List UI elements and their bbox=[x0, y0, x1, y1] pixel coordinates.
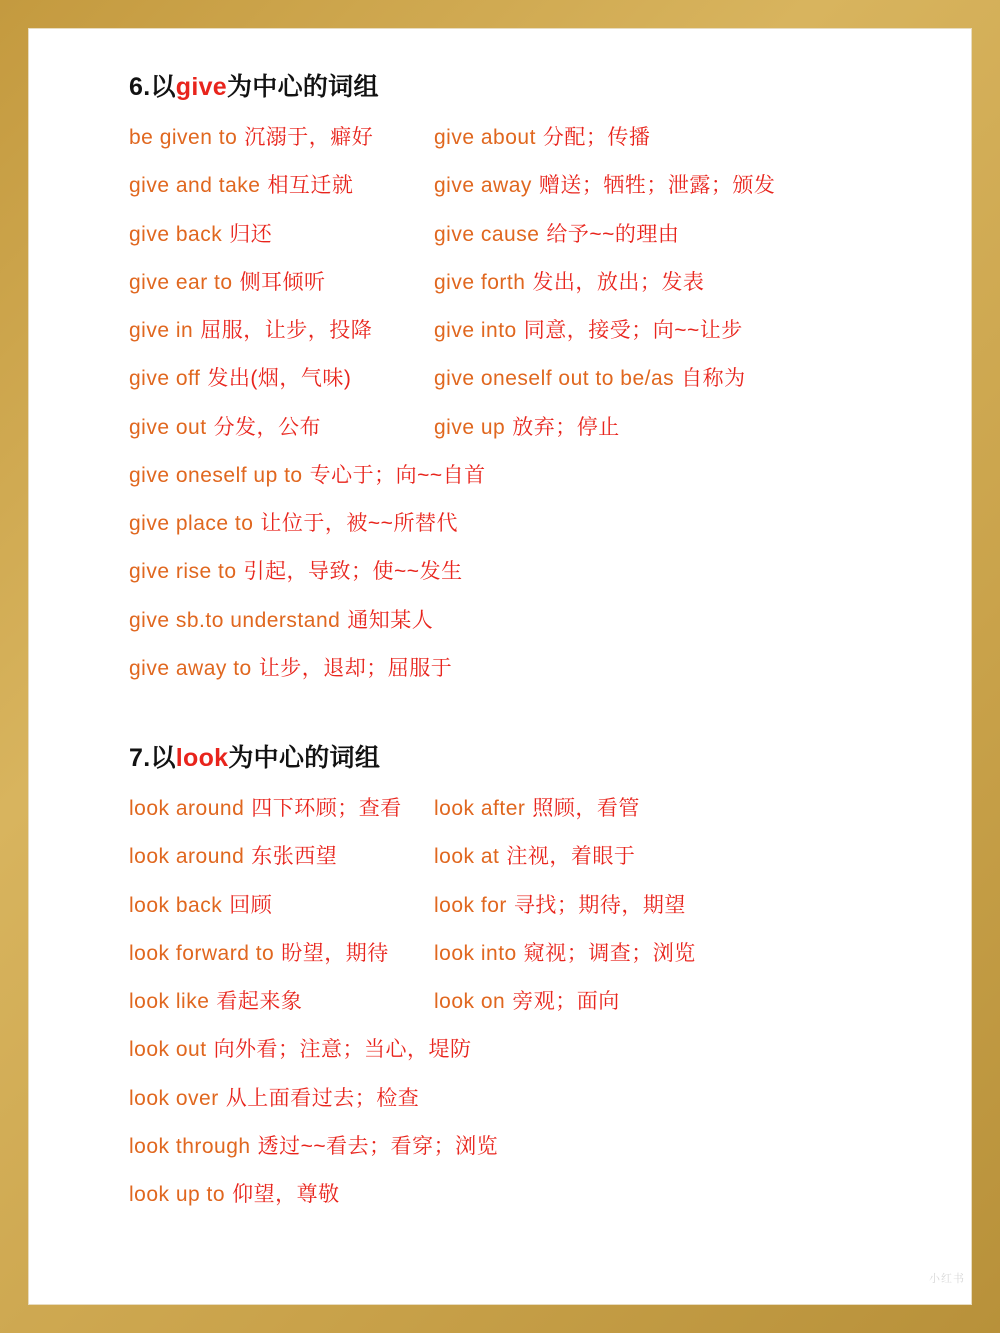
phrase-english: look after bbox=[434, 797, 526, 820]
phrase-chinese: 发出(烟，气味) bbox=[207, 367, 352, 391]
phrase-chinese: 放弃；停止 bbox=[512, 415, 620, 439]
phrase-row bbox=[129, 270, 931, 296]
phrase-english: give away to bbox=[129, 656, 252, 680]
phrase-chinese: 赠送；牺牲；泄露；颁发 bbox=[538, 174, 776, 198]
phrase-english: look for bbox=[434, 893, 507, 917]
phrase-english: give place to bbox=[129, 512, 254, 535]
section-title-prefix: 7.以 bbox=[129, 744, 176, 772]
phrase-chinese: 看起来象 bbox=[216, 990, 303, 1013]
phrase-row bbox=[129, 941, 931, 967]
phrase-entry bbox=[434, 989, 931, 1015]
phrase-chinese: 通知某人 bbox=[347, 608, 434, 632]
phrase-english: give up bbox=[434, 415, 506, 439]
document-page bbox=[28, 28, 972, 1305]
phrase-entry bbox=[129, 270, 434, 296]
phrase-entry bbox=[434, 125, 931, 151]
phrase-english: give off bbox=[129, 367, 201, 391]
section-title-look bbox=[129, 738, 931, 774]
phrase-chinese: 沉溺于，癖好 bbox=[244, 126, 374, 149]
phrase-entry bbox=[129, 1182, 931, 1208]
phrase-chinese: 盼望，期待 bbox=[281, 941, 389, 965]
phrase-english: give away bbox=[434, 174, 532, 198]
phrase-chinese: 侧耳倾听 bbox=[239, 270, 326, 294]
phrase-chinese: 归还 bbox=[229, 222, 273, 246]
phrase-row bbox=[129, 1086, 931, 1112]
document-content bbox=[129, 67, 931, 1294]
phrase-chinese: 让位于，被~~所替代 bbox=[260, 512, 458, 535]
phrase-entry bbox=[129, 796, 434, 822]
phrase-chinese: 自称为 bbox=[681, 367, 746, 391]
phrase-entry bbox=[129, 366, 434, 392]
phrase-chinese: 相互迁就 bbox=[267, 174, 354, 198]
phrase-english: look over bbox=[129, 1086, 219, 1110]
phrase-chinese: 旁观；面向 bbox=[512, 990, 620, 1013]
phrase-entry bbox=[434, 270, 931, 296]
phrase-entry bbox=[129, 989, 434, 1015]
phrase-entry bbox=[129, 844, 434, 870]
phrase-entry bbox=[434, 415, 931, 441]
phrase-row bbox=[129, 125, 931, 151]
phrase-entry bbox=[434, 366, 931, 392]
phrase-english: look on bbox=[434, 990, 506, 1013]
phrase-entry bbox=[129, 463, 931, 489]
phrase-entry bbox=[129, 125, 434, 151]
phrase-chinese: 透过~~看去；看穿；浏览 bbox=[257, 1134, 499, 1158]
phrase-entry bbox=[129, 893, 434, 919]
section-title-prefix: 6.以 bbox=[129, 73, 176, 101]
phrase-entry bbox=[434, 173, 931, 199]
phrase-row bbox=[129, 1134, 931, 1160]
phrase-chinese: 专心于；向~~自首 bbox=[309, 463, 486, 487]
phrase-row bbox=[129, 893, 931, 919]
phrase-entry bbox=[129, 941, 434, 967]
phrase-chinese: 照顾，看管 bbox=[532, 797, 640, 820]
phrase-entry bbox=[129, 511, 931, 537]
phrase-row bbox=[129, 1037, 931, 1063]
phrase-row bbox=[129, 559, 931, 585]
phrase-list-give bbox=[129, 125, 931, 682]
phrase-entry bbox=[129, 415, 434, 441]
phrase-english: give oneself up to bbox=[129, 463, 303, 487]
phrase-chinese: 分配；传播 bbox=[542, 126, 651, 149]
phrase-entry bbox=[129, 608, 931, 634]
phrase-row bbox=[129, 173, 931, 199]
section-title-suffix: 为中心的词组 bbox=[226, 73, 379, 101]
phrase-entry bbox=[129, 656, 931, 682]
section-title-suffix: 为中心的词组 bbox=[228, 744, 381, 772]
phrase-row bbox=[129, 844, 931, 870]
phrase-english: give back bbox=[129, 222, 223, 246]
phrase-row bbox=[129, 796, 931, 822]
phrase-english: give into bbox=[434, 319, 517, 342]
phrase-entry bbox=[129, 559, 931, 585]
phrase-row bbox=[129, 608, 931, 634]
phrase-entry bbox=[129, 222, 434, 248]
phrase-english: look into bbox=[434, 941, 517, 965]
phrase-row bbox=[129, 366, 931, 392]
phrase-english: look at bbox=[434, 845, 500, 869]
phrase-row bbox=[129, 415, 931, 441]
phrase-entry bbox=[129, 318, 434, 344]
phrase-english: look back bbox=[129, 893, 223, 917]
phrase-chinese: 同意，接受；向~~让步 bbox=[523, 319, 743, 342]
phrase-english: look like bbox=[129, 990, 210, 1013]
phrase-entry bbox=[129, 173, 434, 199]
phrase-chinese: 回顾 bbox=[229, 893, 273, 917]
phrase-chinese: 屈服，让步，投降 bbox=[200, 319, 373, 342]
phrase-chinese: 仰望，尊敬 bbox=[232, 1183, 340, 1206]
phrase-english: give and take bbox=[129, 174, 261, 198]
phrase-english: give out bbox=[129, 415, 207, 439]
phrase-entry bbox=[129, 1037, 931, 1063]
phrase-row bbox=[129, 989, 931, 1015]
phrase-row bbox=[129, 463, 931, 489]
phrase-chinese: 让步，退却；屈服于 bbox=[258, 656, 453, 680]
phrase-chinese: 分发，公布 bbox=[213, 415, 322, 439]
phrase-row bbox=[129, 511, 931, 537]
phrase-chinese: 东张西望 bbox=[251, 845, 338, 869]
phrase-english: give oneself out to be/as bbox=[434, 367, 675, 391]
phrase-entry bbox=[434, 222, 931, 248]
phrase-entry bbox=[434, 941, 931, 967]
phrase-english: look forward to bbox=[129, 941, 275, 965]
phrase-entry bbox=[434, 893, 931, 919]
phrase-chinese: 向外看；注意；当心，堤防 bbox=[213, 1038, 472, 1062]
phrase-english: give ear to bbox=[129, 270, 233, 294]
phrase-chinese: 从上面看过去；检查 bbox=[225, 1086, 420, 1110]
phrase-chinese: 窥视；调查；浏览 bbox=[523, 941, 696, 965]
phrase-english: give rise to bbox=[129, 560, 237, 584]
phrase-english: look through bbox=[129, 1134, 251, 1158]
phrase-chinese: 发出，放出；发表 bbox=[532, 270, 705, 294]
phrase-english: give in bbox=[129, 319, 194, 342]
phrase-row bbox=[129, 318, 931, 344]
phrase-entry bbox=[434, 796, 931, 822]
section-give bbox=[129, 67, 931, 682]
phrase-english: give about bbox=[434, 126, 536, 149]
phrase-row bbox=[129, 656, 931, 682]
phrase-english: give cause bbox=[434, 222, 540, 246]
phrase-english: look up to bbox=[129, 1183, 226, 1206]
phrase-english: look out bbox=[129, 1038, 207, 1062]
phrase-entry bbox=[129, 1086, 931, 1112]
section-title-highlight: give bbox=[175, 73, 227, 101]
phrase-entry bbox=[129, 1134, 931, 1160]
section-title-give bbox=[129, 67, 931, 103]
phrase-chinese: 寻找；期待，期望 bbox=[513, 893, 686, 917]
phrase-row bbox=[129, 222, 931, 248]
phrase-entry bbox=[434, 318, 931, 344]
phrase-row bbox=[129, 1182, 931, 1208]
watermark: 小红书 bbox=[929, 1273, 965, 1285]
phrase-chinese: 引起，导致；使~~发生 bbox=[243, 560, 463, 584]
section-look bbox=[129, 738, 931, 1208]
phrase-chinese: 给予~~的理由 bbox=[546, 222, 680, 246]
phrase-english: give forth bbox=[434, 270, 526, 294]
phrase-english: be given to bbox=[129, 126, 238, 149]
phrase-chinese: 注视，着眼于 bbox=[506, 845, 636, 869]
phrase-chinese: 四下环顾；查看 bbox=[251, 797, 402, 820]
phrase-entry bbox=[434, 844, 931, 870]
phrase-english: look around bbox=[129, 797, 245, 820]
phrase-english: look around bbox=[129, 845, 245, 869]
section-title-highlight: look bbox=[175, 744, 229, 772]
phrase-english: give sb.to understand bbox=[129, 608, 341, 632]
phrase-list-look bbox=[129, 796, 931, 1208]
